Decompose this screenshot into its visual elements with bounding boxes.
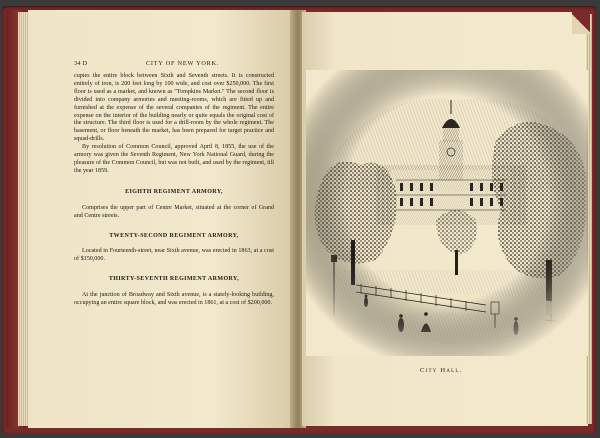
section-heading: TWENTY-SECOND REGIMENT ARMORY, [109,232,239,239]
paragraph: By resolution of Common Council, approved April 8, 1855, the use of the armory was given the Seventh Regiment, New York National Guard, during the pleasure of the Common Council, but was not built, and used by the regiment, till the year 1859. [74,144,274,174]
section-heading: EIGHTH REGIMENT ARMORY, [125,188,223,195]
dog-ear-corner [572,12,590,34]
page-number: 34 D [74,60,88,67]
paragraph: At the junction of Broadway and Sixth avenue, is a stately-looking building, occupying an entire square block, and was erected in 1861, at a cost of $200,000. [74,292,274,307]
illustration-caption: City Hall. [420,367,463,374]
paragraph: Comprises the upper part of Centre Market, situated at the corner of Grand and Centre streets. [74,204,274,219]
section-heading: THIRTY-SEVENTH REGIMENT ARMORY, [108,276,240,283]
running-title: CITY OF NEW YORK. [146,60,220,67]
left-page-text [74,73,274,308]
running-head [74,60,274,67]
paragraph: Located in Fourteenth-street, near Sixth avenue, was erected in 1863, at a cost of $150,000. [74,248,274,263]
paragraph: cupies the entire block between Sixth and Seventh streets. It is constructed entirely of iron, is 200 feet long by 100 wide, and cost over $250,000. The first floor is used as a market, and known as "Tompkins Market." The second floor is divided into company armories and meeting-rooms, which are fitted up and furnished at the expense of the several companies of the regiment. The entire expense on the interior of the building nearly or quite equals the original cost of the structure. The third floor is used for a drill-room by the whole regiment. The basement, or floor beneath the market, has been prepared for target practice and squad-drills. [74,73,274,143]
city-hall-engraving [306,70,588,356]
